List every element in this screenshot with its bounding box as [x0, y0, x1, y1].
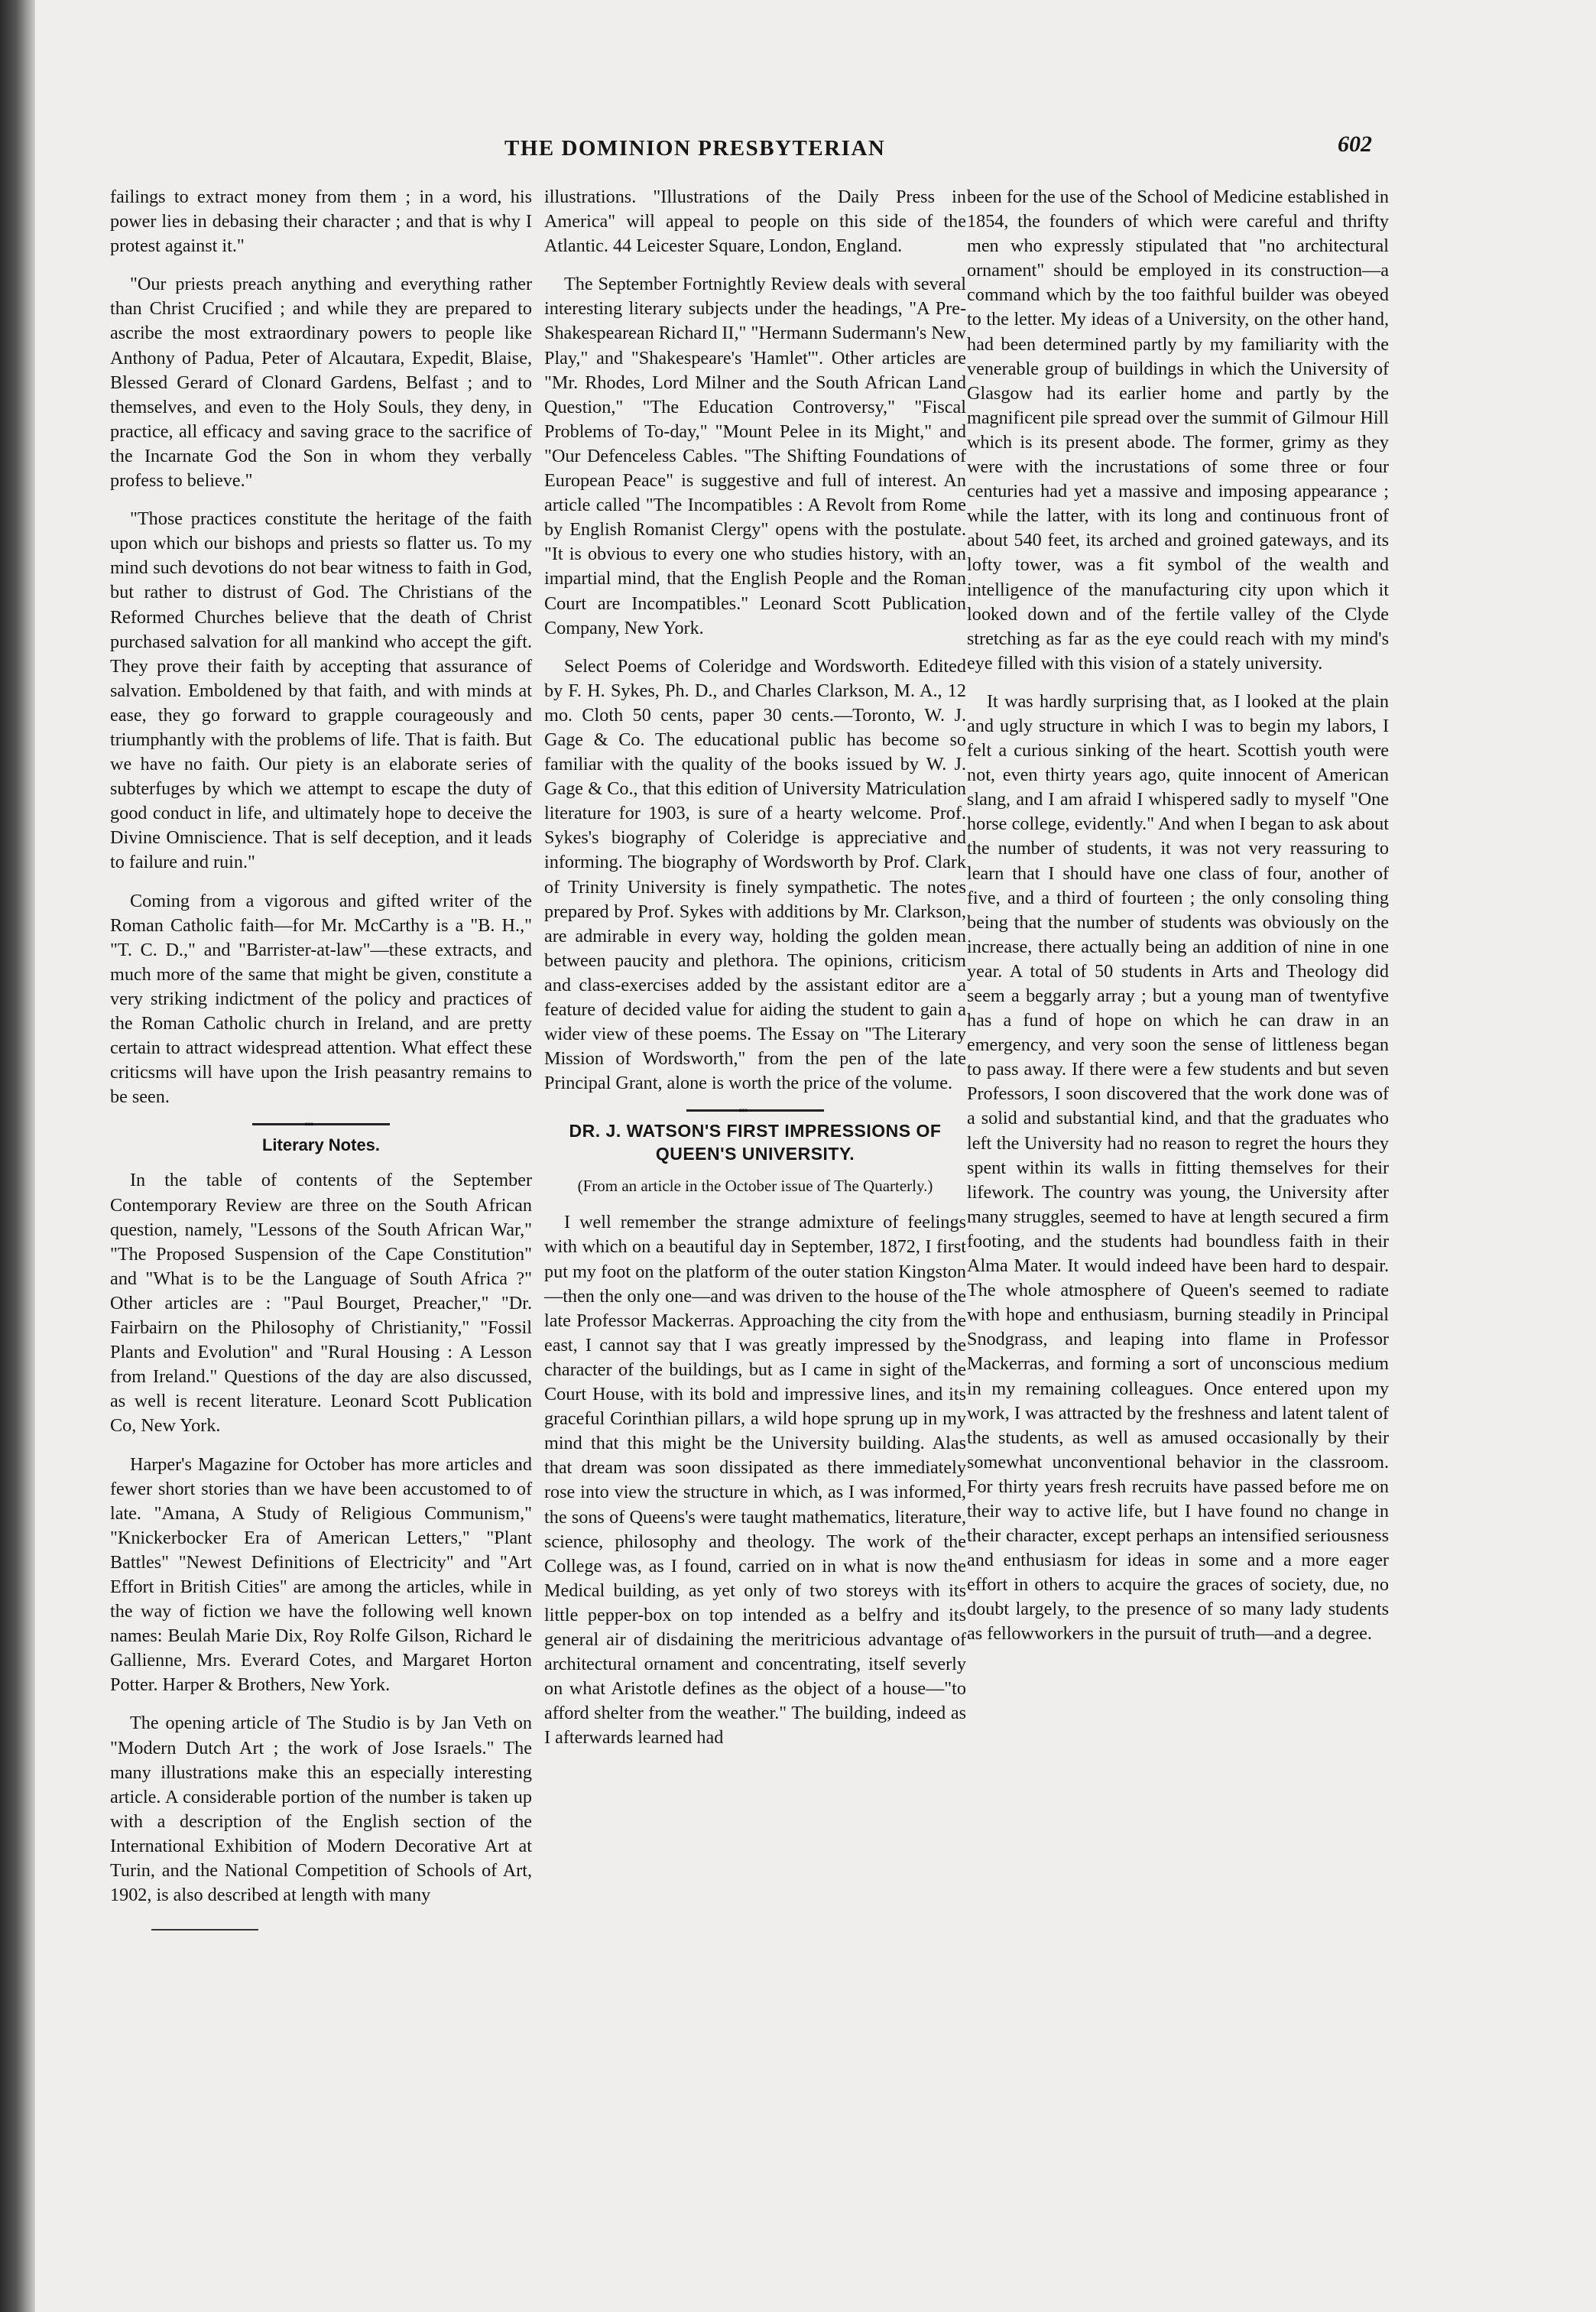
column-2	[544, 185, 966, 1764]
article-source: (From an article in the October issue of The Quarterly.)	[577, 1177, 933, 1196]
paragraph: The September Fortnightly Review deals with several interesting literary subjects under the headings, "A Pre-Shakespearean Richard II," "Hermann Sudermann's New Play," and "Shakespeare's 'Hamlet'". Other articles are "Mr. Rhodes, Lord Milner and the South African Land Question," "The Education Controversy," "Fiscal Problems of To-day," "Mount Pelee in its Might," and "Our Defenceless Cables. "The Shifting Foundations of European Peace" is suggestive and full of interest. An article called "The Incompatibles : A Revolt from Rome by English Romanist Clergy" opens with the postulate. "It is obvious to every one who studies history, with an impartial mind, that the English People and the Roman Court are Incompatibles." Leonard Scott Publication Company, New York.	[544, 274, 967, 638]
section-heading: Literary Notes.	[261, 1135, 381, 1155]
article-title: DR. J. WATSON'S FIRST IMPRESSIONS OF QUEEN'S UNIVERSITY.	[569, 1121, 942, 1164]
paragraph: "Those practices constitute the heritage of the faith upon which our bishops and priests so flatter us. To my mind such devotions do not bear witness to faith in God, but rather to distrust of God. The Christians of the Reformed Churches believe that the death of Christ purchased salvation for all mankind who accept the gift. They prove their faith by accepting that assurance of salvation. Emboldened by that faith, and with minds at ease, they go forward to grapple courageously and triumphantly with the problems of life. That is faith. But we have no faith. Our piety is an elaborate series of subterfuges by which we attempt to escape the duty of good conduct in life, and ultimately hope to deceive the Divine Omniscience. That is self deception, and it leads to failure and ruin."	[110, 508, 532, 873]
paragraph: The opening article of The Studio is by Jan Veth on "Modern Dutch Art ; the work of Jose Israels." The many illustrations make this an especially interesting article. A considerable portion of the number is taken up with a description of the English section of the International Exhibition of Modern Decorative Art at Turin, and the National Competition of Schools of Art, 1902, is also described at length with many	[110, 1713, 532, 1906]
end-rule	[151, 1929, 258, 1930]
paragraph: I well remember the strange admixture of feelings with which on a beautiful day in September, 1872, I first put my foot on the platform of the outer station Kingston—then the only one—and was driven to the house of the late Professor Mackerras. Approaching the city from the east, I cannot say that I was greatly impressed by the character of the buildings, but as I came in sight of the Court House, with its bold and impressive lines, and its graceful Corinthian pillars, a wild hope sprung up in my mind that this might be the University building. Alas that dream was soon dissipated as there immediately rose into view the structure in which, as I was informed, the sons of Queens's were taught mathematics, literature, science, philosophy and theology. The work of the College was, as I found, carried on in what is now the Medical building, as yet only of two storeys with its little pepper-box on top intended as a belfry and its general air of disdaining the meritricious advantage of architectural ornament and concentrating, itself severly on what Aristotle defines as the object of a house—"to afford shelter from the weather." The building, indeed as I afterwards learned had	[544, 1212, 966, 1749]
paragraph: It was hardly surprising that, as I looked at the plain and ugly structure in which I was to begin my labors, I felt a curious sinking of the heart. Scottish youth were not, even thirty years ago, quite innocent of American slang, and I am afraid I whispered sadly to myself "One horse college, evidently." And when I began to ask about the number of students, it was not very reassuring to learn that I should have one class of four, another of five, and a third of fourteen ; the only consoling thing being that the number of students was obviously on the increase, there actually being an addition of nine in one year. A total of 50 students in Arts and Theology did seem a beggarly array ; but a young man of twentyfive has a fund of hope on which he can draw in an emergency, and very soon the sense of littleness began to pass away. If there were a few students and but seven Professors, I soon discovered that the work done was of a solid and substantial kind, and that the graduates who left the University had no reason to regret the hours they spent within its walls in fitting themselves for their lifework. The country was young, the University after many struggles, seemed to have at length secured a firm footing, and the students had boundless faith in their Alma Mater. It would indeed have been hard to despair. The whole atmosphere of Queen's seemed to radiate with hope and enthusiasm, burning steadily in Principal Snodgrass, and leaping into flame in Professor Mackerras, and forming a sort of unconscious medium in my remaining colleagues. Once entered upon my work, I was attracted by the freshness and latent talent of the students, as well as amused occasionally by their somewhat unconventional behavior in the classroom. For thirty years fresh recruits have passed before me on their way to active life, but I have found no change in their character, except perhaps an intensified seriousness and enthusiasm for ideas in some and a more eager effort in others to acquire the graces of society, due, no doubt largely, to the presence of so many lady students as fellowworkers in the pursuit of truth—and a degree.	[967, 690, 1389, 1645]
section-divider	[252, 1123, 390, 1125]
paragraph: Harper's Magazine for October has more articles and fewer short stories than we have been accustomed to of late. "Amana, A Study of Religious Communism," "Knickerbocker Era of American Letters," "Plant Battles" "Newest Definitions of Electricity" and "Art Effort in British Cities" are among the articles, while in the way of fiction we have the following well known names: Beulah Marie Dix, Roy Rolfe Gilson, Richard le Gallienne, Mrs. Everard Cotes, and Margaret Horton Potter. Harper & Brothers, New York.	[110, 1453, 532, 1696]
paragraph: Coming from a vigorous and gifted writer of the Roman Catholic faith—for Mr. McCarthy is a "B. H.," "T. C. D.," and "Barrister-at-law"—these extracts, and much more of the same that might be given, constitute a very striking indictment of the policy and practices of the Roman Catholic church in Ireland, and are pretty certain to attract widespread attention. What effect these criticsms will have upon the Irish peasantry remains to be seen.	[110, 890, 532, 1108]
paragraph: Select Poems of Coleridge and Wordsworth. Edited by F. H. Sykes, Ph. D., and Charles Clarkson, M. A., 12 mo. Cloth 50 cents, paper 30 cents.—Toronto, W. J. Gage & Co. The educational public has become so familiar with the quality of the books issued by W. J. Gage & Co., that this edition of University Matriculation literature for 1903, is sure of a hearty welcome. Prof. Sykes's biography of Coleridge is appreciative and informing. The biography of Wordsworth by Prof. Clark of Trinity University is finely sympathetic. The notes prepared by Prof. Sykes with additions by Mr. Clarkson, are admirable in every way, holding the golden mean between paucity and plethora. The opinions, criticism and class-exercises added by the assistant editor are a feature of decided value for aiding the student to gain a wider view of these poems. The Essay on "The Literary Mission of Wordsworth," from the pen of the late Principal Grant, alone is worth the price of the volume.	[544, 655, 966, 1094]
paragraph: "Our priests preach anything and everything rather than Christ Crucified ; and while they are prepared to ascribe the most extraordinary powers to people like Anthony of Padua, Peter of Alcautara, Expedit, Blaise, Blessed Gerard of Clonard Gardens, Belfast ; and to themselves, and even to the Holy Souls, they deny, in practice, all efficacy and saving grace to the sacrifice of the Incarnate God the Son in whom they verbally profess to believe."	[110, 274, 532, 492]
paragraph: In the table of contents of the September Contemporary Review are three on the South African question, namely, "Lessons of the South African War," "The Proposed Suspension of the Cape Constitution" and "What is to be the Language of South Africa ?" Other articles are : "Paul Bourget, Preacher," "Dr. Fairbairn on the Philosophy of Christianity," "Fossil Plants and Evolution" and "Rural Housing : A Lesson from Ireland." Questions of the day are also discussed, as well is recent literature. Leonard Scott Publication Co, New York.	[110, 1170, 532, 1437]
article-divider	[686, 1109, 824, 1112]
column-1	[110, 185, 532, 1930]
running-title: THE DOMINION PRESBYTERIAN	[504, 136, 886, 161]
paragraph: illustrations. "Illustrations of the Daily Press in America" will appeal to people on this side of the Atlantic. 44 Leicester Square, London, England.	[544, 187, 966, 257]
page-number: 602	[1338, 132, 1372, 157]
scan-edge	[0, 0, 35, 2312]
paragraph: failings to extract money from them ; in a word, his power lies in debasing their character ; and that is why I protest against it."	[110, 187, 532, 257]
column-3	[967, 185, 1389, 1661]
paragraph: been for the use of the School of Medicine established in 1854, the founders of which were careful and thrifty men who expressly stipulated that "no architectural ornament" should be employed in its construction—a command which by the too faithful builder was obeyed to the letter. My ideas of a University, on the other hand, had been determined partly by my familiarity with the venerable group of buildings in which the University of Glasgow had its earlier home and partly by the magnificent pile spread over the summit of Gilmour Hill which is its present abode. The former, grimy as they were with the incrustations of some three or four centuries had yet a massive and imposing appearance ; while the latter, with its long and continuous front of about 540 feet, its arched and groined gateways, and its lofty tower, was a fit symbol of the wealth and intelligence of the manufacturing city upon which it looked down and of the fertile valley of the Clyde stretching as far as the eye could reach with my mind's eye filled with this vision of a stately university.	[967, 187, 1389, 674]
